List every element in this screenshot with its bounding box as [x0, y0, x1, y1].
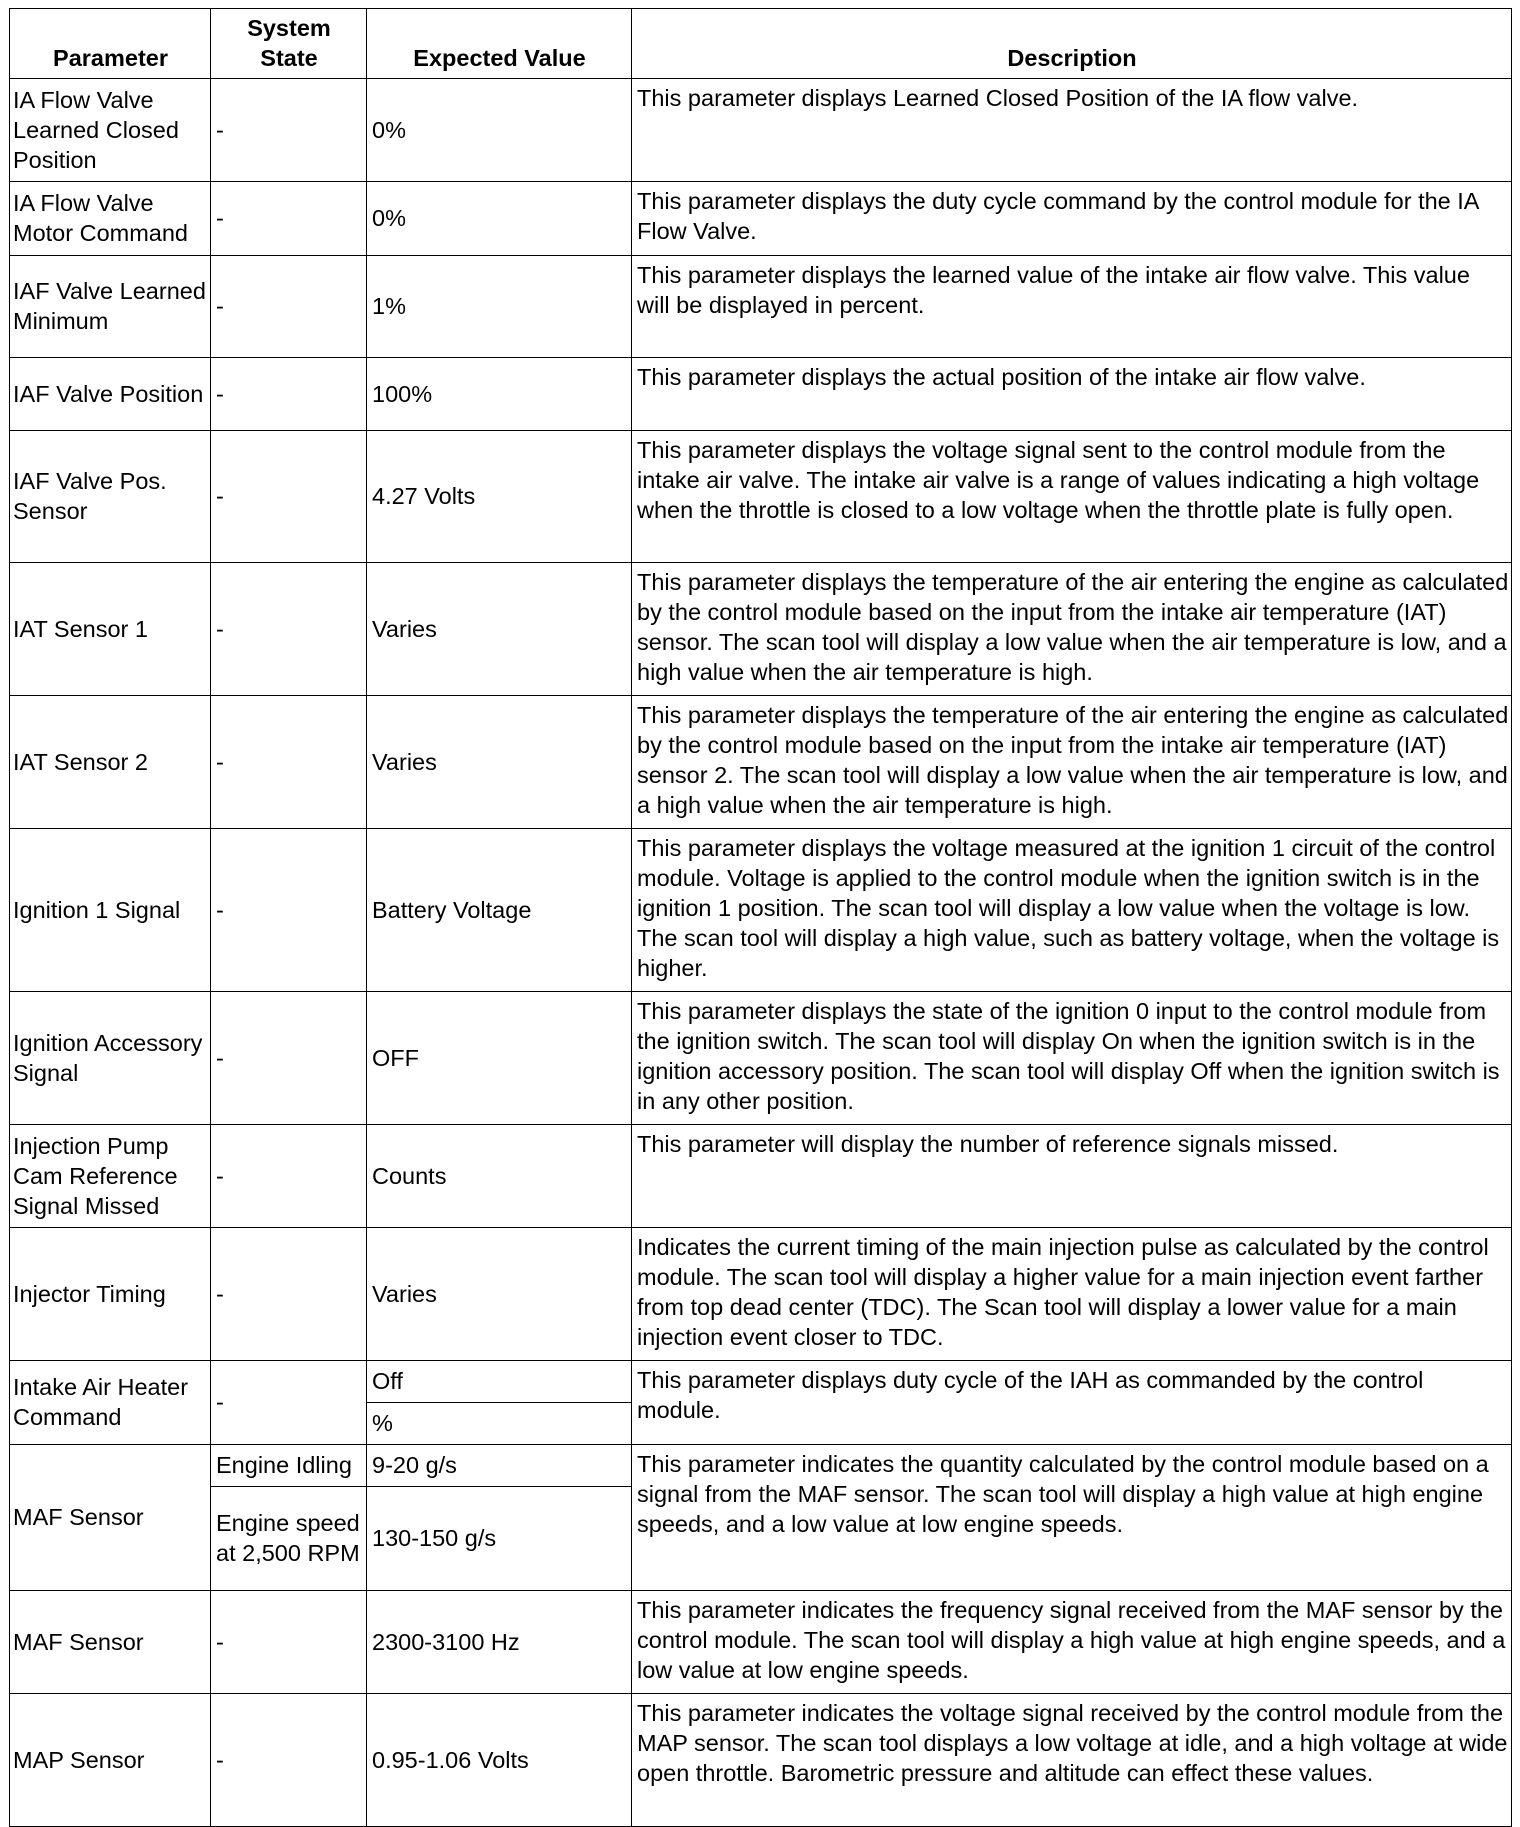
expected-value-cell: 100% — [367, 358, 632, 431]
header-system-state: System State — [211, 9, 367, 79]
expected-value-cell: 4.27 Volts — [367, 431, 632, 563]
table-row — [10, 829, 1512, 992]
header-parameter: Parameter — [10, 9, 211, 79]
table-row — [10, 1591, 1512, 1694]
table-row — [10, 1694, 1512, 1827]
parameter-cell: Injection Pump Cam Reference Signal Missed — [10, 1125, 211, 1228]
header-row — [10, 9, 1512, 79]
parameter-cell: Intake Air Heater Command — [10, 1361, 211, 1445]
system-state-cell: - — [211, 79, 367, 182]
parameter-cell: MAF Sensor — [10, 1445, 211, 1591]
expected-value-cell: Off — [367, 1361, 632, 1403]
system-state-cell: - — [211, 256, 367, 358]
description-cell: This parameter indicates the voltage signal received by the control module from the MAP sensor. The scan tool displays a low voltage at idle, and a high voltage at wide open throttle. Barometric pressure and altitude can effect these values. — [632, 1694, 1512, 1827]
expected-value-cell: Varies — [367, 563, 632, 696]
table-row — [10, 992, 1512, 1125]
expected-value-cell: % — [367, 1403, 632, 1445]
description-cell: This parameter displays Learned Closed Position of the IA flow valve. — [632, 79, 1512, 182]
expected-value-cell: OFF — [367, 992, 632, 1125]
header-description: Description — [632, 9, 1512, 79]
description-cell: This parameter displays the temperature of the air entering the engine as calculated by the control module based on the input from the intake air temperature (IAT) sensor. The scan tool will display a low value when the air temperature is low, and a high value when the air temperature is high. — [632, 563, 1512, 696]
table-row — [10, 1361, 1512, 1403]
expected-value-cell: 0% — [367, 79, 632, 182]
expected-value-cell: Varies — [367, 1228, 632, 1361]
header-expected-value: Expected Value — [367, 9, 632, 79]
description-cell: This parameter displays the voltage measured at the ignition 1 circuit of the control module. Voltage is applied to the control module when the ignition switch is in the ignition 1 position. The scan tool will display a low value when the voltage is low. The scan tool will display a high value, such as battery voltage, when the voltage is higher. — [632, 829, 1512, 992]
system-state-cell: - — [211, 696, 367, 829]
description-cell: This parameter displays the state of the ignition 0 input to the control module from the ignition switch. The scan tool will display On when the ignition switch is in the ignition accessory position. The scan tool will display Off when the ignition switch is in any other position. — [632, 992, 1512, 1125]
parameter-cell: MAP Sensor — [10, 1694, 211, 1827]
description-cell: This parameter indicates the frequency signal received from the MAF sensor by the control module. The scan tool will display a high value at high engine speeds, and a low value at low engine speeds. — [632, 1591, 1512, 1694]
system-state-cell: - — [211, 1694, 367, 1827]
expected-value-cell: Battery Voltage — [367, 829, 632, 992]
parameter-cell: IA Flow Valve Motor Command — [10, 182, 211, 256]
table-row — [10, 79, 1512, 182]
parameter-cell: IAF Valve Pos. Sensor — [10, 431, 211, 563]
expected-value-cell: 1% — [367, 256, 632, 358]
system-state-cell: - — [211, 1361, 367, 1445]
parameter-cell: MAF Sensor — [10, 1591, 211, 1694]
table-row — [10, 696, 1512, 829]
expected-value-cell: 9-20 g/s — [367, 1445, 632, 1487]
system-state-cell: - — [211, 358, 367, 431]
system-state-cell: - — [211, 1591, 367, 1694]
expected-value-cell: Varies — [367, 696, 632, 829]
expected-value-cell: 130-150 g/s — [367, 1487, 632, 1591]
expected-value-cell: 2300-3100 Hz — [367, 1591, 632, 1694]
description-cell: Indicates the current timing of the main injection pulse as calculated by the control module. The scan tool will display a higher value for a main injection event farther from top dead center (TDC). The Scan tool will display a lower value for a main injection event closer to TDC. — [632, 1228, 1512, 1361]
expected-value-cell: Counts — [367, 1125, 632, 1228]
description-cell: This parameter displays duty cycle of the IAH as commanded by the control module. — [632, 1361, 1512, 1445]
table-row — [10, 256, 1512, 358]
description-cell: This parameter will display the number of reference signals missed. — [632, 1125, 1512, 1228]
expected-value-cell: 0.95-1.06 Volts — [367, 1694, 632, 1827]
system-state-cell: - — [211, 431, 367, 563]
parameter-cell: IAT Sensor 2 — [10, 696, 211, 829]
parameter-cell: IA Flow Valve Learned Closed Position — [10, 79, 211, 182]
system-state-cell: - — [211, 1228, 367, 1361]
description-cell: This parameter displays the voltage signal sent to the control module from the intake air valve. The intake air valve is a range of values indicating a high voltage when the throttle is closed to a low voltage when the throttle plate is fully open. — [632, 431, 1512, 563]
parameter-cell: IAF Valve Learned Minimum — [10, 256, 211, 358]
description-cell: This parameter displays the actual position of the intake air flow valve. — [632, 358, 1512, 431]
parameter-cell: Injector Timing — [10, 1228, 211, 1361]
system-state-cell: - — [211, 992, 367, 1125]
table-row — [10, 563, 1512, 696]
parameter-cell: IAT Sensor 1 — [10, 563, 211, 696]
parameter-cell: IAF Valve Position — [10, 358, 211, 431]
system-state-cell: - — [211, 1125, 367, 1228]
description-cell: This parameter displays the duty cycle command by the control module for the IA Flow Valve. — [632, 182, 1512, 256]
parameter-cell: Ignition Accessory Signal — [10, 992, 211, 1125]
description-cell: This parameter displays the temperature of the air entering the engine as calculated by the control module based on the input from the intake air temperature (IAT) sensor 2. The scan tool will display a low value when the air temperature is low, and a high value when the air temperature is high. — [632, 696, 1512, 829]
table-row — [10, 358, 1512, 431]
table-row — [10, 431, 1512, 563]
table-row — [10, 1445, 1512, 1487]
table-row — [10, 182, 1512, 256]
table-row — [10, 1125, 1512, 1228]
system-state-cell: Engine Idling — [211, 1445, 367, 1487]
system-state-cell: - — [211, 182, 367, 256]
expected-value-cell: 0% — [367, 182, 632, 256]
parameter-table — [9, 8, 1512, 1827]
system-state-cell: - — [211, 829, 367, 992]
description-cell: This parameter indicates the quantity calculated by the control module based on a signal from the MAF sensor. The scan tool will display a high value at high engine speeds, and a low value at low engine speeds. — [632, 1445, 1512, 1591]
table-row — [10, 1228, 1512, 1361]
system-state-cell: Engine speed at 2,500 RPM — [211, 1487, 367, 1591]
parameter-cell: Ignition 1 Signal — [10, 829, 211, 992]
system-state-cell: - — [211, 563, 367, 696]
description-cell: This parameter displays the learned value of the intake air flow valve. This value will be displayed in percent. — [632, 256, 1512, 358]
